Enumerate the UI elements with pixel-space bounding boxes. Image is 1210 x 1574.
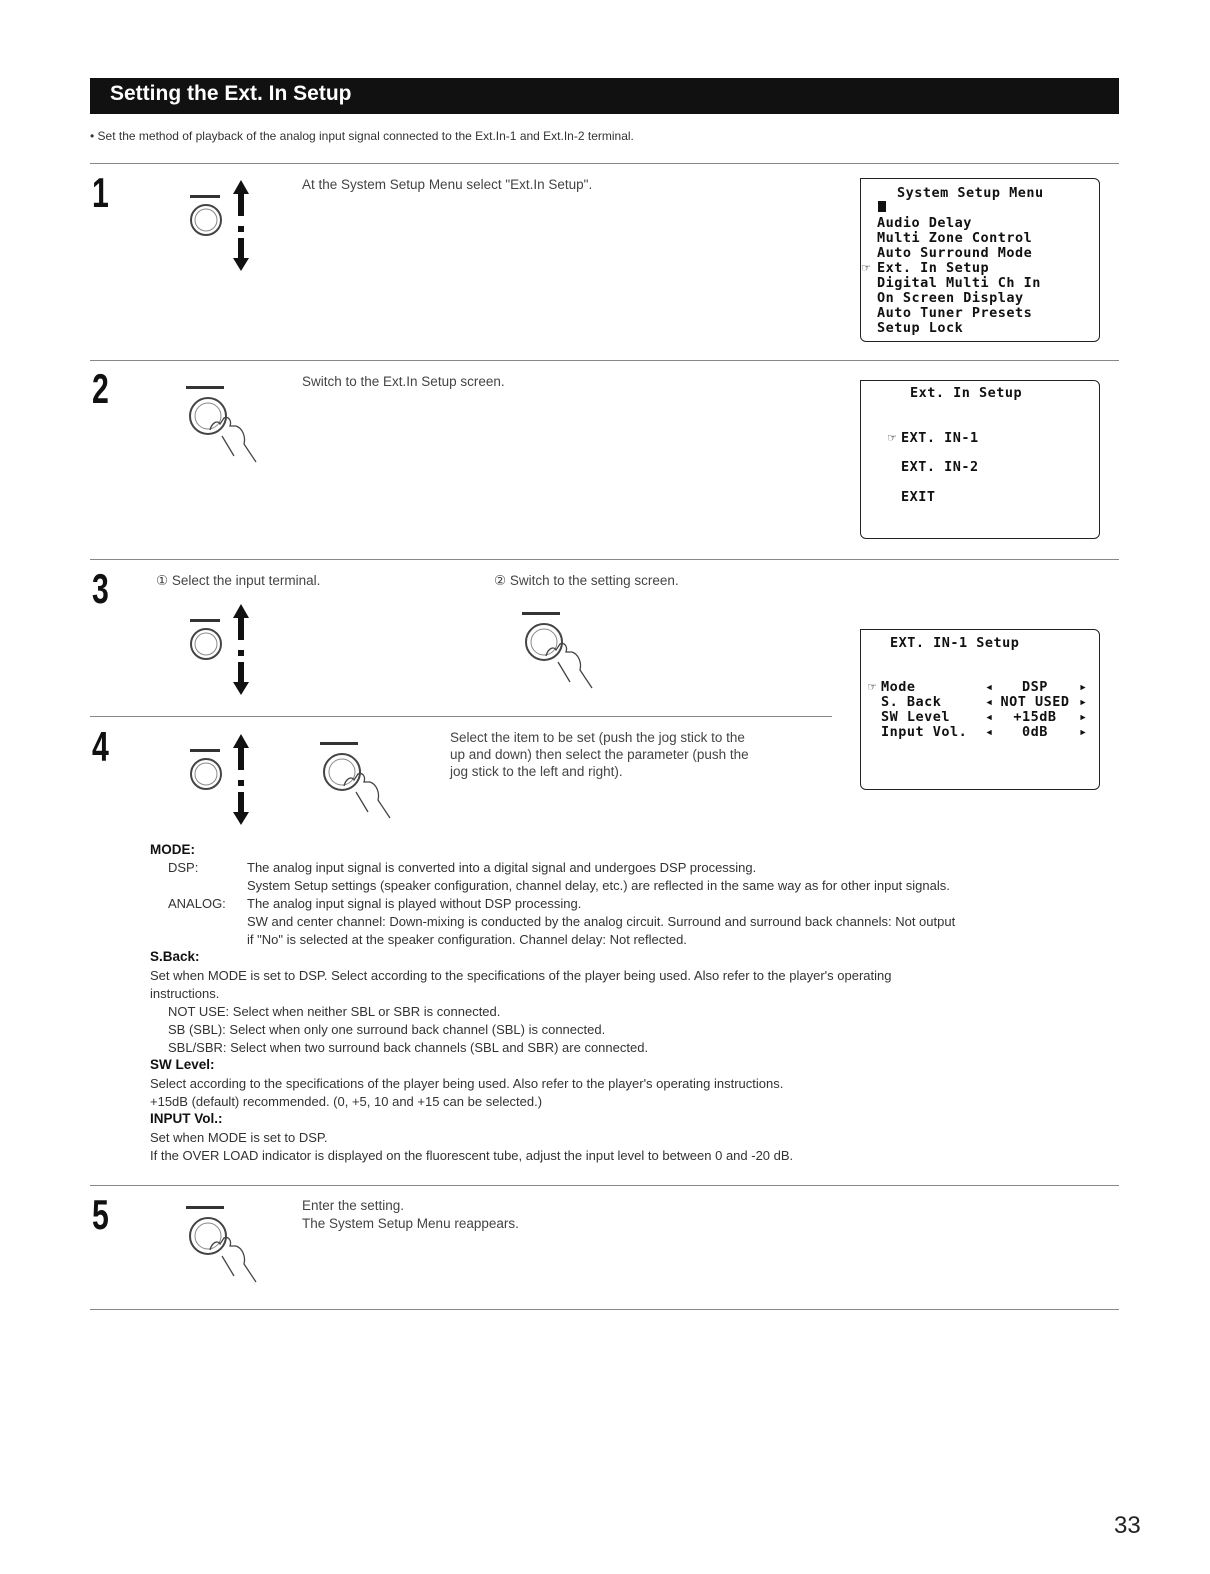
hand-icon <box>210 1237 256 1282</box>
jog-stick-push-icon <box>522 606 602 691</box>
sw-level-heading: SW Level: <box>150 1057 215 1072</box>
osd1-item: Setup Lock <box>877 320 964 336</box>
arrow-right-icon: ▸ <box>1079 694 1088 710</box>
scroll-up-icon <box>878 201 886 212</box>
step3-left-instruction: ① Select the input terminal. <box>156 573 321 588</box>
jog-stick-push-icon <box>186 1200 266 1285</box>
step5-instruction: The System Setup Menu reappears. <box>302 1216 519 1231</box>
push-enter-label-icon <box>190 619 220 622</box>
osd1-title: System Setup Menu <box>897 185 1044 201</box>
jog-stick-updown-icon <box>186 604 266 699</box>
divider <box>90 559 1119 560</box>
arrow-down-icon <box>233 662 249 695</box>
divider <box>90 716 832 717</box>
step-number-2: 2 <box>92 365 109 412</box>
arrow-left-icon: ◂ <box>985 694 994 710</box>
osd1-item: Auto Tuner Presets <box>877 305 1033 321</box>
divider <box>90 163 1119 164</box>
arrow-up-icon <box>233 180 249 216</box>
arrow-left-icon: ◂ <box>985 679 994 695</box>
hand-icon <box>344 773 390 818</box>
step4-instruction-line: jog stick to the left and right). <box>450 764 623 779</box>
input-vol-text: Set when MODE is set to DSP. <box>150 1130 328 1145</box>
osd3-row-value: NOT USED <box>1000 694 1070 710</box>
sback-option: NOT USE: Select when neither SBL or SBR is connected. <box>168 1004 501 1019</box>
push-enter-label-icon <box>186 386 224 389</box>
sback-text: Set when MODE is set to DSP. Select according to the specifications of the player being used. Also refer to the player's operating <box>150 968 892 983</box>
arrow-right-icon: ▸ <box>1079 679 1088 695</box>
sw-level-text: Select according to the specifications of the player being used. Also refer to the player's operating instructions. <box>150 1076 784 1091</box>
osd3-title: EXT. IN-1 Setup <box>890 635 1020 651</box>
step4-instruction-line: Select the item to be set (push the jog stick to the <box>450 730 745 745</box>
sback-option: SBL/SBR: Select when two surround back channels (SBL and SBR) are connected. <box>168 1040 649 1055</box>
arrow-left-icon: ◂ <box>985 709 994 725</box>
divider <box>90 1309 1119 1310</box>
push-enter-label-icon <box>320 742 358 745</box>
arrow-right-icon: ▸ <box>1079 709 1088 725</box>
cursor-hand-icon: ☞ <box>868 679 877 695</box>
jog-stick-push-icon <box>320 736 400 821</box>
arrow-up-icon <box>233 734 249 770</box>
step3-right-instruction: ② Switch to the setting screen. <box>494 573 679 588</box>
osd2-title: Ext. In Setup <box>910 385 1023 401</box>
arrow-down-icon <box>233 792 249 825</box>
divider <box>90 1185 1119 1186</box>
osd3-row-label: Mode <box>881 679 916 695</box>
jog-stick-push-icon <box>186 380 266 465</box>
push-enter-label-icon <box>186 1206 224 1209</box>
osd1-item: Digital Multi Ch In <box>877 275 1041 291</box>
analog-text: SW and center channel: Down-mixing is conducted by the analog circuit. Surround and surround back channels: Not output <box>247 914 956 929</box>
osd3-row-label: Input Vol. <box>881 724 968 740</box>
sback-heading: S.Back: <box>150 949 200 964</box>
push-enter-label-icon <box>190 749 220 752</box>
step-number-5: 5 <box>92 1191 109 1238</box>
jog-stick-updown-icon <box>186 180 266 275</box>
analog-key: ANALOG: <box>168 896 226 911</box>
sw-level-text: +15dB (default) recommended. (0, +5, 10 and +15 can be selected.) <box>150 1094 543 1109</box>
hand-icon <box>546 643 592 688</box>
mode-heading: MODE: <box>150 842 195 857</box>
dsp-key: DSP: <box>168 860 199 875</box>
osd3-row-value: +15dB <box>1013 709 1057 725</box>
cursor-hand-icon: ☞ <box>862 260 871 276</box>
osd1-item-selected: Ext. In Setup <box>877 260 990 276</box>
push-enter-label-icon <box>522 612 560 615</box>
step1-instruction: At the System Setup Menu select "Ext.In Setup". <box>302 177 593 192</box>
osd1-item: On Screen Display <box>877 290 1024 306</box>
osd3-row-label: SW Level <box>881 709 951 725</box>
osd1-item: Auto Surround Mode <box>877 245 1033 261</box>
osd3-row-label: S. Back <box>881 694 942 710</box>
osd3-row-value: DSP <box>1022 679 1048 695</box>
section-title: Setting the Ext. In Setup <box>110 82 352 105</box>
step5-instruction: Enter the setting. <box>302 1198 405 1213</box>
hand-icon <box>210 417 256 462</box>
step-number-1: 1 <box>92 169 109 216</box>
jog-stick-updown-icon <box>186 734 266 829</box>
step-number-3: 3 <box>92 565 109 612</box>
cursor-hand-icon: ☞ <box>888 430 897 446</box>
arrow-up-icon <box>233 604 249 640</box>
intro-text: • Set the method of playback of the analog input signal connected to the Ext.In-1 and Ext.In-2 terminal. <box>90 129 634 143</box>
step-number-4: 4 <box>92 723 109 770</box>
step2-instruction: Switch to the Ext.In Setup screen. <box>302 374 505 389</box>
sback-option: SB (SBL): Select when only one surround back channel (SBL) is connected. <box>168 1022 606 1037</box>
osd3-row-value: 0dB <box>1022 724 1048 740</box>
arrow-right-icon: ▸ <box>1079 724 1088 740</box>
sback-text: instructions. <box>150 986 220 1001</box>
input-vol-heading: INPUT Vol.: <box>150 1111 223 1126</box>
analog-text: if "No" is selected at the speaker configuration. Channel delay: Not reflected. <box>247 932 687 947</box>
input-vol-text: If the OVER LOAD indicator is displayed on the fluorescent tube, adjust the input level to between 0 and -20 dB. <box>150 1148 794 1163</box>
dsp-text: System Setup settings (speaker configuration, channel delay, etc.) are reflected in the same way as for other input signals. <box>247 878 950 893</box>
page-number: 33 <box>1114 1512 1141 1539</box>
osd2-item: EXIT <box>901 489 936 505</box>
osd1-item: Audio Delay <box>877 215 972 231</box>
dsp-text: The analog input signal is converted into a digital signal and undergoes DSP processing. <box>247 860 757 875</box>
arrow-left-icon: ◂ <box>985 724 994 740</box>
push-enter-label-icon <box>190 195 220 198</box>
osd2-item: EXT. IN-2 <box>901 459 979 475</box>
analog-text: The analog input signal is played without DSP processing. <box>247 896 582 911</box>
divider <box>90 360 1119 361</box>
osd2-item-selected: EXT. IN-1 <box>901 430 979 446</box>
step4-instruction-line: up and down) then select the parameter (push the <box>450 747 749 762</box>
osd1-item: Multi Zone Control <box>877 230 1033 246</box>
arrow-down-icon <box>233 238 249 271</box>
osd-ext-in-setup <box>860 380 1100 539</box>
